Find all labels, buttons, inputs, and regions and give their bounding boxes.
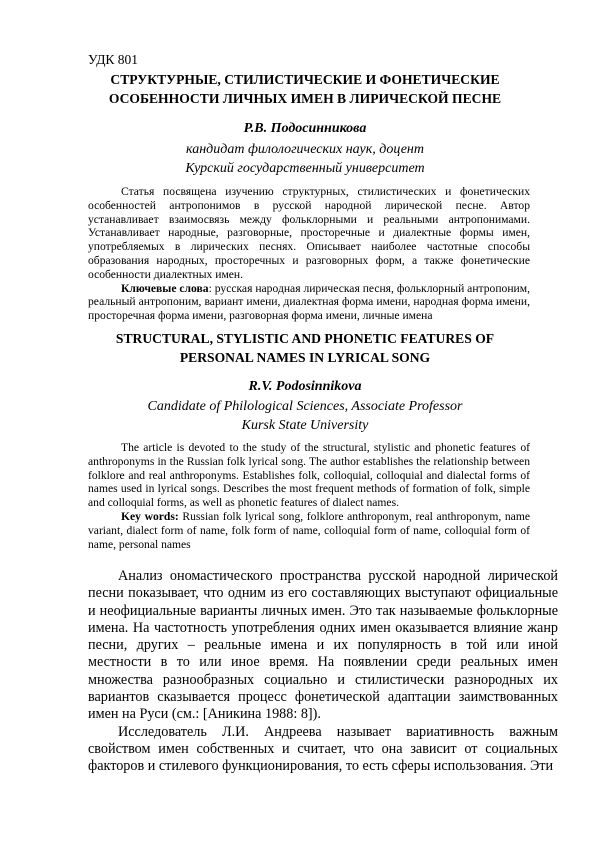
- author-english: R.V. Podosinnikova: [248, 379, 362, 394]
- abstract-english: [88, 441, 530, 551]
- article-body: [88, 568, 558, 776]
- university-english: Kursk State University: [241, 418, 369, 433]
- author-russian: Р.В. Подосинникова: [243, 121, 367, 136]
- keywords-english-label: Key words:: [121, 509, 179, 523]
- affiliation-english: [70, 397, 540, 435]
- affiliation-russian: [70, 140, 540, 178]
- keywords-english: [88, 510, 530, 551]
- title-russian-line-2: ОСОБЕННОСТИ ЛИЧНЫХ ИМЕН В ЛИРИЧЕСКОЙ ПЕСНЕ: [108, 91, 502, 106]
- keywords-russian-list: : русская народная лирическая песня, фольклорный антропоним, реальный антропоним, вариант имени, диалектная форма имени, народная форма имени, просторечная форма имени, разговорная форма имени, личные имена: [88, 281, 530, 323]
- university-russian: Курский государственный университет: [185, 161, 425, 176]
- body-paragraph-2: Исследователь Л.И. Андреева называет вариативность важным свойством имен собственных и считает, что она зависит от социальных факторов и стилевого функционирования, то есть сферы использования. Эти: [88, 723, 558, 775]
- title-russian: [70, 70, 540, 108]
- keywords-english-list: Russian folk lyrical song, folklore anthroponym, real anthroponym, name variant, dialect form of name, folk form of name, colloquial form of name, colloquial form of name, personal names: [88, 509, 530, 551]
- keywords-russian-label: Ключевые слова: [121, 281, 209, 295]
- title-russian-line-1: СТРУКТУРНЫЕ, СТИЛИСТИЧЕСКИЕ И ФОНЕТИЧЕСКИЕ: [110, 72, 500, 87]
- title-english-line-2: PERSONAL NAMES IN LYRICAL SONG: [179, 350, 431, 365]
- abstract-english-text: The article is devoted to the study of the structural, stylistic and phonetic features of anthroponyms in the Russian folk lyrical song. The author establishes the relationship between folklore and real anthroponyms. Establishes folk, colloquial, colloquial and dialectal forms of names used in lyrical songs. Describes the most frequent methods of formation of folk, simple and colloquial forms, as well as phonetic features of dialect names.: [88, 441, 530, 510]
- abstract-russian-text: Статья посвящена изучению структурных, стилистических и фонетических особенностей антропонимов в русской народной лирической песне. Автор устанавливает взаимосвязь между фольклорными и реальными антропонимами. Устанавливает народные, разговорные, просторечные и диалектные формы имен, употребляемых в лирических песнях. Описывает наиболее частотные способы образования народных, просторечных и разговорных форм, а также фонетические особенности диалектных имен.: [88, 185, 530, 281]
- title-english-line-1: STRUCTURAL, STYLISTIC AND PHONETIC FEATURES OF: [115, 331, 495, 346]
- body-paragraph-1: Анализ ономастического пространства русской народной лирической песни показывает, что одним из его составляющих выступают официальные и неофициальные варианты личных имен. Это так называемые фольклорные имена. На частотность употребления одних имен оказывается влияние жанр песни, других – реальные имена и их популярность в той или иной местности в то или иное время. На появлении среди реальных имен множества разнообразных социально и стилистически разнородных их вариантов сказывается процесс фонетической адаптации заимствованных имен на Руси (см.: [Аникина 1988: 8]).: [88, 568, 558, 723]
- keywords-russian: [88, 282, 530, 323]
- udk-code: УДК 801: [88, 52, 139, 67]
- author-position-russian: кандидат филологических наук, доцент: [186, 142, 424, 157]
- abstract-russian: [88, 185, 530, 323]
- title-english: [70, 329, 540, 367]
- author-position-english: Candidate of Philological Sciences, Associate Professor: [147, 399, 463, 414]
